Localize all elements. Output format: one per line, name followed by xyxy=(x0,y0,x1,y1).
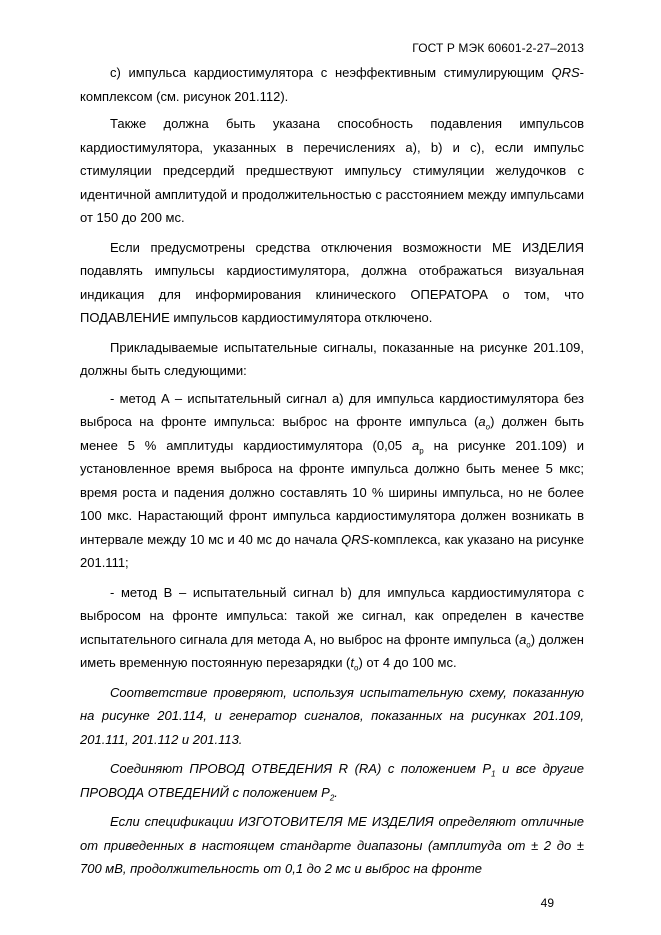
paragraph-lead-connection: Соединяют ПРОВОД ОТВЕДЕНИЯ R (RA) с положением $P_1$ и все другие ПРОВОДА ОТВЕДЕНИЙ с положением $P_2$. xyxy=(80,761,585,803)
paragraph-compliance-check: Соответствие проверяют, используя испытательную схему, показанную на рисунке 201.114, и генератор сигналов, показанных на рисунках 201.109, 201.111, 201.112 и 201.113. xyxy=(80,684,584,747)
paragraph-test-signals-intro: Прикладываемые испытательные сигналы, показанные на рисунке 201.109, должны быть следующими: xyxy=(80,339,584,378)
paragraph-item-c: c) импульса кардиостимулятора с неэффективным стимулирующим QRS-комплексом (см. рисунок 201.112). xyxy=(80,65,584,104)
standard-designation: ГОСТ Р МЭК 60601-2-27–2013 xyxy=(412,41,584,55)
paragraph-suppression-ability: Также должна быть указана способность подавления импульсов кардиостимулятора, указанных в перечислениях а), b) и с), если импульс стимуляции предсердий предшествуют импульсу стимуляции желудочков с идентичной амплитудой и продолжительностью с расстоянием между импульсами от 150 до 200 мс. xyxy=(80,116,584,225)
list-item-method-a: - метод А – испытательный сигнал а) для импульса кардиостимулятора без выброса на фронте импульса: выброс на фронте импульса $(a_o)$ должен быть менее 5 % амплитуды кардиостимулятора (0,05 $a_p$ на рисунке 201.109) и установленное время выброса на фронте импульса должно быть менее 5 мкс; время роста и падения должно составлять 10 % ширины импульса, но не более 100 мкс. Нарастающий фронт импульса кардиостимулятора должен возникать в интервале между 10 мс и 40 мс до начала QRS-комплекса, как указано на рисунке 201.111; xyxy=(80,390,584,570)
page-body xyxy=(80,61,584,887)
paragraph-manufacturer-spec: Если спецификации ИЗГОТОВИТЕЛЯ МЕ ИЗДЕЛИЯ определяют отличные от приведенных в настоящем стандарте диапазоны (амплитуда от ± 2 до ± 700 мВ, продолжительность от 0,1 до 2 мс и выброс на фронте xyxy=(80,814,584,876)
page-number: 49 xyxy=(540,896,554,910)
paragraph-disable-indication: Если предусмотрены средства отключения возможности МЕ ИЗДЕЛИЯ подавлять импульсы кардиостимулятора, должна отображаться визуальная индикация для информирования клинического ОПЕРАТОРА о том, что ПОДАВЛЕНИЕ импульсов кардиостимулятора отключено. xyxy=(80,239,584,325)
document-header xyxy=(412,41,584,55)
list-item-method-b: - метод В – испытательный сигнал b) для импульса кардиостимулятора с выбросом на фронте импульса: такой же сигнал, как определен в качестве испытательного сигнала для метода А, но выброс на фронте импульса $(a_o)$ должен иметь временную постоянную перезарядки $(t_o)$ от 4 до 100 мс. xyxy=(80,584,584,673)
